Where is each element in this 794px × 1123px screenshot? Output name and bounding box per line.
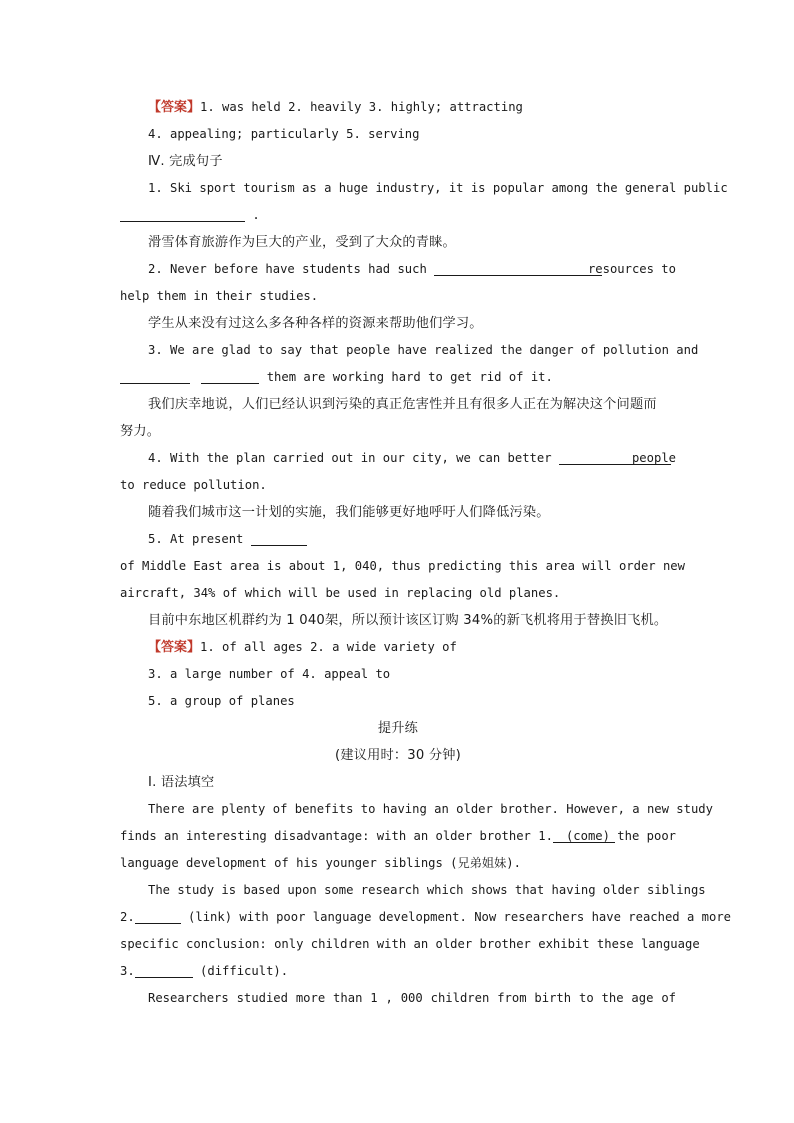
answer-blank[interactable] [120, 207, 245, 222]
passage-line: There are plenty of benefits to having an older brother. However, a new study [148, 802, 713, 816]
answer-text: 4. appealing; particularly 5. serving [148, 127, 420, 141]
translation-line: 学生从来没有过这么多各种各样的资源来帮助他们学习。 [148, 316, 483, 331]
question-text: resources to [587, 262, 676, 276]
question-line: of Middle East area is about 1, 040, thus predicting this area will order new [120, 559, 685, 573]
question-line: to reduce pollution. [120, 478, 267, 492]
answer-line: 3. a large number of 4. appeal to [148, 667, 391, 681]
question-line [120, 202, 676, 229]
question-line [120, 445, 676, 472]
question-text: 5. At present [148, 532, 244, 546]
answer-blank[interactable] [135, 963, 193, 978]
passage-line [120, 904, 732, 931]
question-line: 1. Ski sport tourism as a huge industry, it is popular among the general public [148, 181, 728, 195]
question-line: 3. We are glad to say that people have realized the danger of pollution and [148, 343, 699, 357]
question-line: aircraft, 34% of which will be used in replacing old planes. [120, 586, 561, 600]
answer-line [120, 634, 676, 661]
question-text: people [631, 451, 676, 465]
section-title: 提升练 [377, 721, 419, 736]
passage-line: specific conclusion: only children with an older brother exhibit these language [120, 937, 700, 951]
answer-blank[interactable] [120, 369, 190, 384]
passage-text: (come) the poor [565, 829, 676, 843]
question-line [120, 364, 676, 391]
answer-blank[interactable] [434, 261, 602, 276]
translation-line: 努力。 [120, 424, 161, 439]
question-line [120, 526, 676, 553]
translation-line: 我们庆幸地说，人们已经认识到污染的真正危害性并且有很多人正在为解决这个问题而 [148, 397, 657, 412]
question-line [120, 256, 676, 283]
answer-label: 【答案】 [148, 100, 201, 115]
answer-blank[interactable] [201, 369, 259, 384]
passage-line: language development of his younger siblings (兄弟姐妹). [120, 856, 521, 870]
answer-text: 1. of all ages 2. a wide variety of [200, 640, 457, 654]
passage-line [120, 823, 676, 850]
answer-blank[interactable] [135, 909, 181, 924]
answer-line [120, 121, 676, 148]
question-text: 2. Never before have students had such [148, 262, 427, 276]
passage-line: The study is based upon some research which shows that having older siblings [148, 883, 706, 897]
passage-line [120, 958, 676, 985]
section-heading: Ⅳ. 完成句子 [148, 154, 223, 169]
translation-line: 随着我们城市这一计划的实施，我们能够更好地呼吁人们降低污染。 [148, 505, 550, 520]
passage-line: Researchers studied more than 1 , 000 children from birth to the age of [148, 991, 676, 1005]
question-text: . [252, 208, 260, 222]
answer-line: 5. a group of planes [148, 694, 295, 708]
passage-text: 2. [120, 910, 135, 924]
passage-text: finds an interesting disadvantage: with an older brother 1. [120, 829, 553, 843]
answer-blank[interactable] [251, 531, 307, 546]
answer-text: 1. was held 2. heavily 3. highly; attracting [200, 100, 523, 114]
passage-text: 3. [120, 964, 135, 978]
answer-line [120, 94, 676, 121]
translation-line: 滑雪体育旅游作为巨大的产业，受到了大众的青睐。 [148, 235, 456, 250]
section-heading: Ⅰ. 语法填空 [148, 775, 215, 790]
answer-label: 【答案】 [148, 640, 201, 655]
passage-text: (link) with poor language development. Now researchers have reached a more [188, 910, 732, 924]
document-page [120, 94, 732, 1012]
question-text: them are working hard to get rid of it. [266, 370, 553, 384]
translation-line: 目前中东地区机群约为 1 040架，所以预计该区订购 34%的新飞机将用于替换旧飞机。 [148, 613, 668, 628]
passage-text: (difficult). [200, 964, 289, 978]
question-text: 4. With the plan carried out in our city, we can better [148, 451, 552, 465]
section-time: (建议用时：30 分钟) [335, 748, 461, 763]
question-line: help them in their studies. [120, 289, 319, 303]
